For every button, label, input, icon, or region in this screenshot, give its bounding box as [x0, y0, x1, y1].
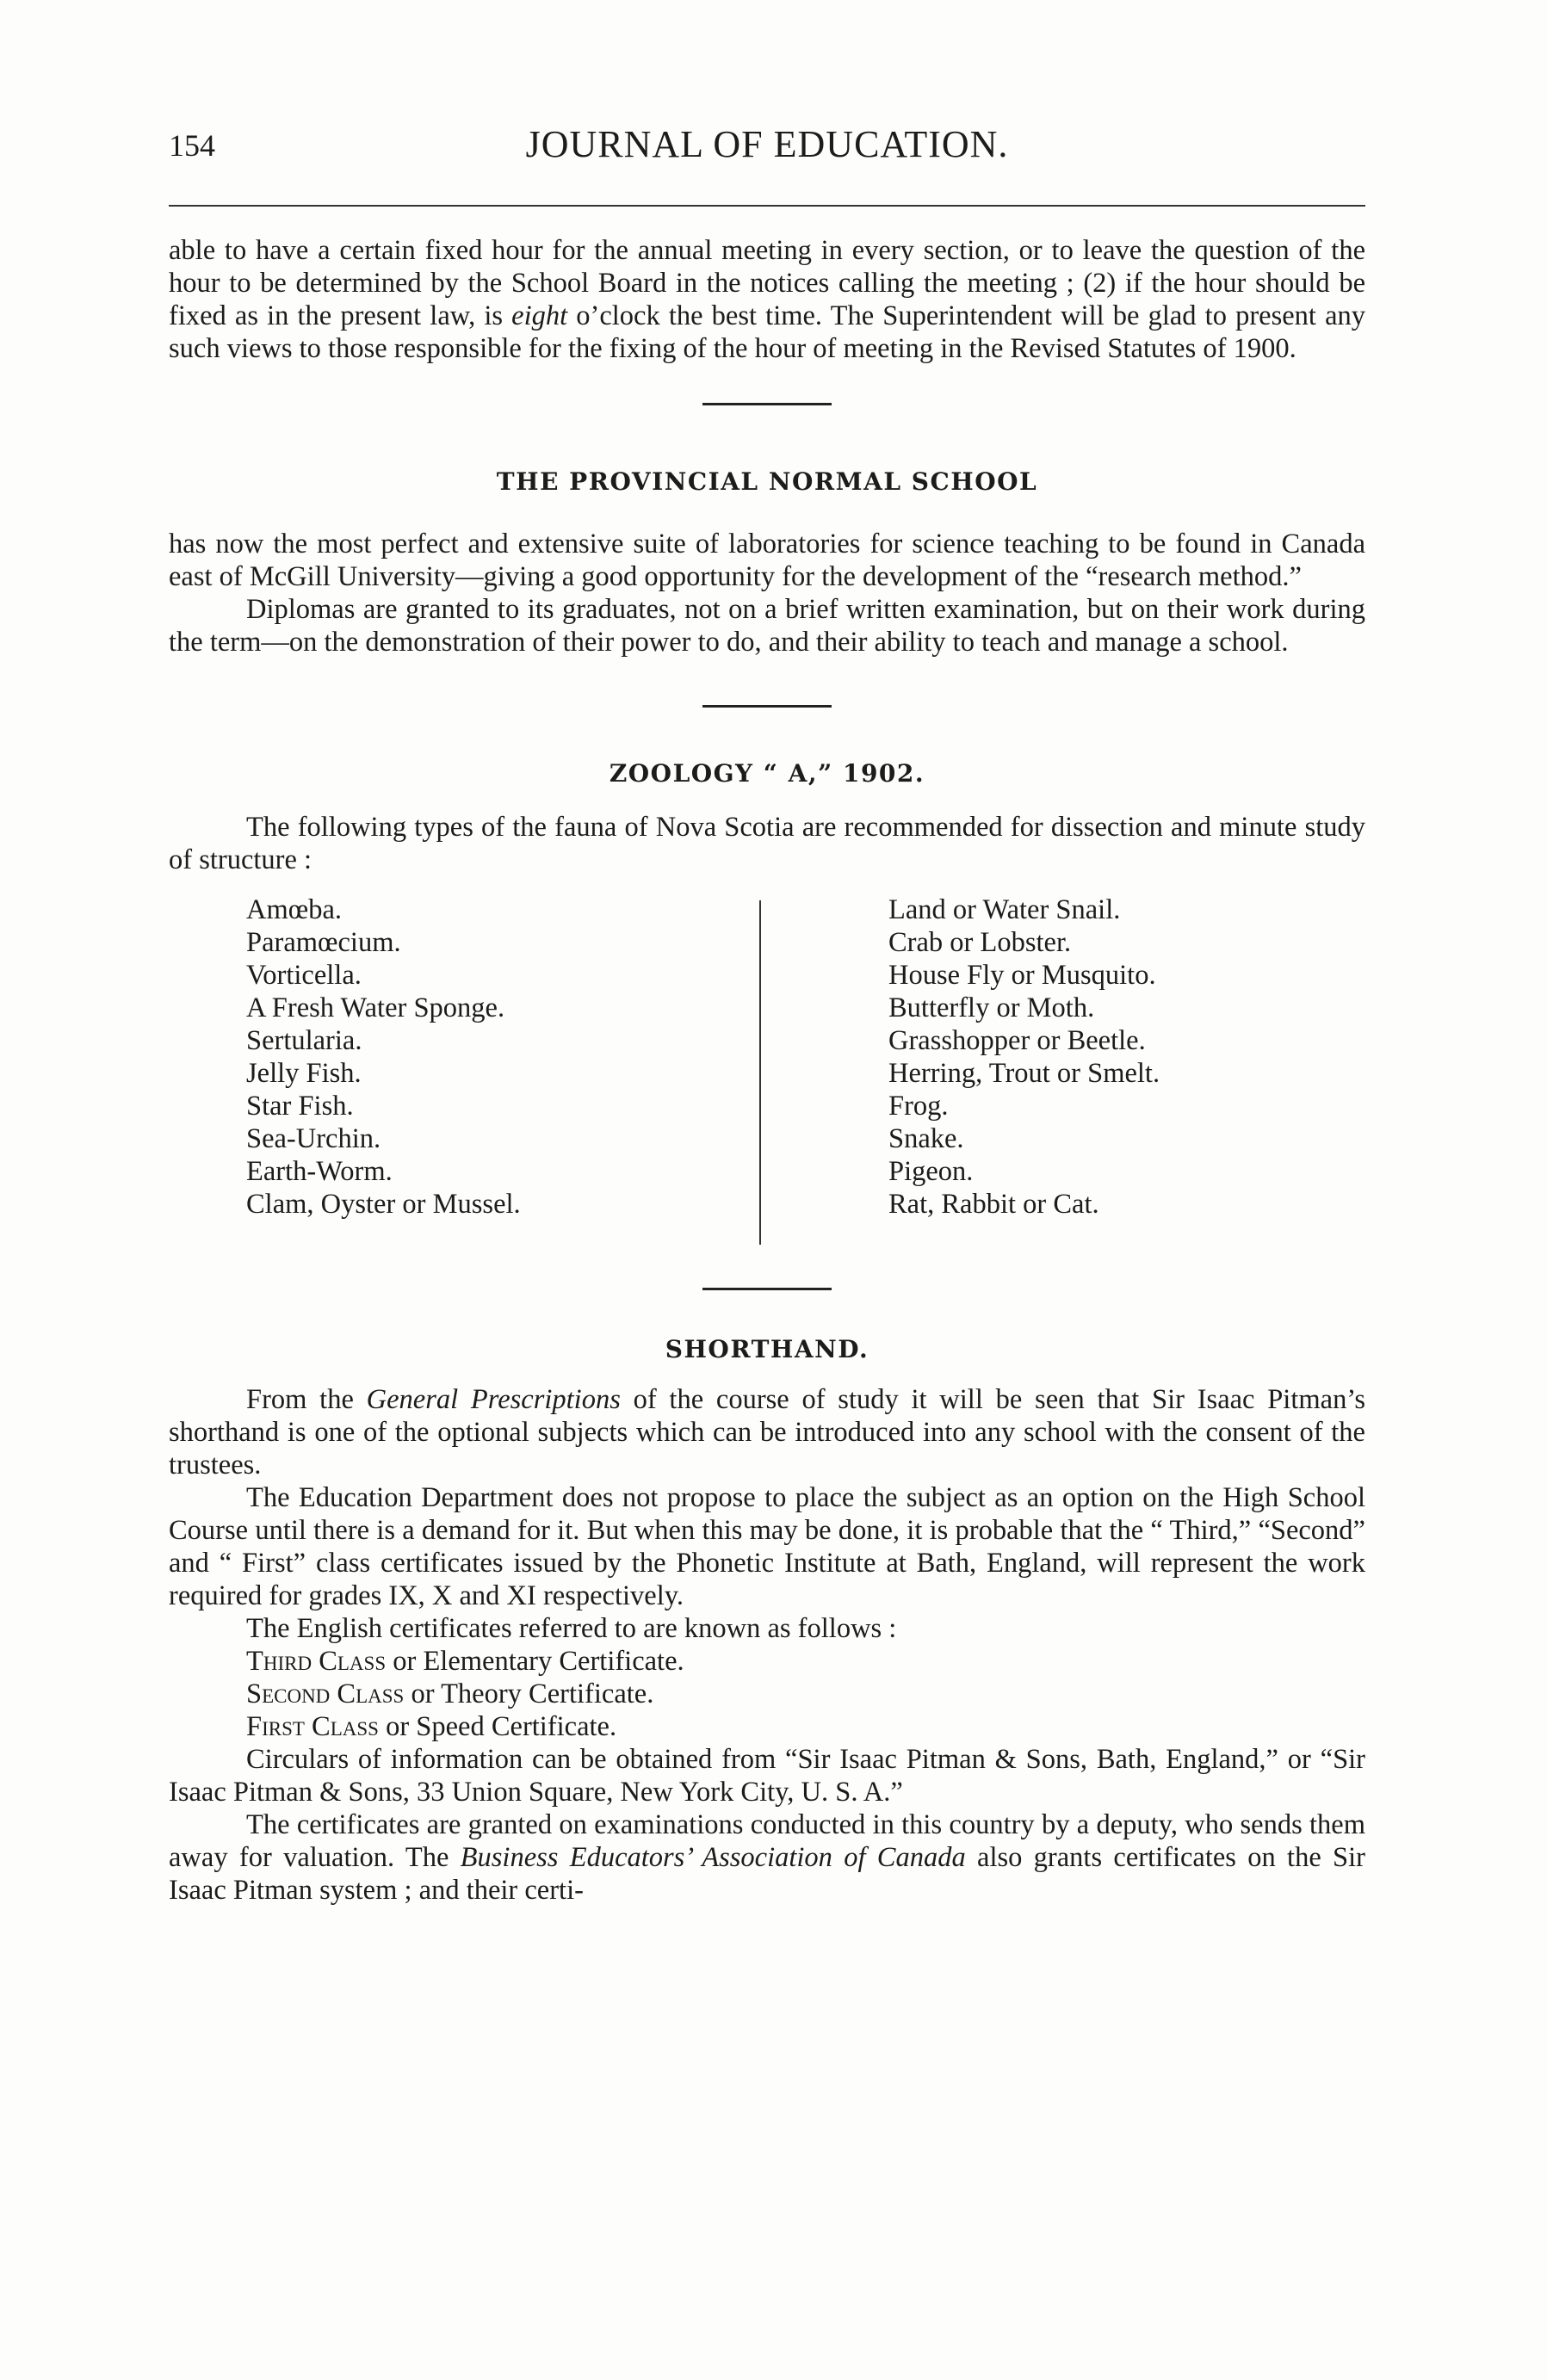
intro-paragraph: able to have a certain fixed hour for the annual meeting in every section, or to leave the question of the hour to be determined by the School Board in the notices calling the meeting ; (2) if the hour should be fixed as in the present law, is eight o’clock the best time. The Superintendent will be glad to present any such views to those responsible for the fixing of the hour of meeting in the Revised Statutes of 1900.: [169, 235, 1365, 364]
species-item: Clam, Oyster or Mussel.: [246, 1189, 521, 1220]
species-item: Butterfly or Moth.: [888, 992, 1095, 1023]
journal-title: JOURNAL OF EDUCATION.: [525, 123, 1009, 165]
shorthand-paragraph-2: The Education Department does not propose to place the subject as an option on the High School Course until there is a demand for it. But when this may be done, it is probable that the “ Third,” “Second” and “ First” class certificates issued by the Phonetic Institute at Bath, England, will represent the work required for grades IX, X and XI respectively.: [169, 1482, 1365, 1611]
species-item: Frog.: [888, 1091, 949, 1122]
species-item: Star Fish.: [246, 1091, 354, 1122]
species-item: Herring, Trout or Smelt.: [888, 1058, 1160, 1089]
article-body: [169, 181, 1365, 1907]
shorthand-paragraph-5: The certificates are granted on examinations conducted in this country by a deputy, who sends them away for valuation. The Business Educators’ Association of Canada also grants certificates on the Sir Isaac Pitman system ; and their certi-: [169, 1809, 1365, 1906]
species-item: Vorticella.: [246, 960, 362, 991]
page-content: [169, 121, 1365, 1907]
species-item: Earth-Worm.: [246, 1156, 393, 1187]
column-divider: [759, 900, 761, 1245]
species-item: Amœba.: [246, 894, 343, 925]
species-item: Sertularia.: [246, 1025, 362, 1056]
header-rule: [169, 205, 1365, 207]
species-item: House Fly or Musquito.: [888, 960, 1156, 991]
species-item: Crab or Lobster.: [888, 927, 1072, 958]
species-item: A Fresh Water Sponge.: [246, 992, 505, 1023]
shorthand-paragraph-3: The English certificates referred to are known as follows :: [246, 1613, 897, 1644]
species-item: Land or Water Snail.: [888, 894, 1121, 925]
species-item: Paramœcium.: [246, 927, 401, 958]
normal-school-paragraph-1: has now the most perfect and extensive suite of laboratories for science teaching to be found in Canada east of McGill University—giving a good opportunity for the development of the “research method.”: [169, 529, 1365, 592]
zoology-heading: ZOOLOGY “ A,” 1902.: [609, 759, 925, 788]
shorthand-paragraph-4: Circulars of information can be obtained from “Sir Isaac Pitman & Sons, Bath, England,” or “Sir Isaac Pitman & Sons, 33 Union Square, New York City, U. S. A.”: [169, 1744, 1365, 1808]
certificate-second: Second Class or Theory Certificate.: [246, 1678, 654, 1709]
normal-school-paragraph-2: Diplomas are granted to its graduates, not on a brief written examination, but on their work during the term—on the demonstration of their power to do, and their ability to teach and manage a school.: [169, 594, 1365, 658]
certificate-first: First Class or Speed Certificate.: [246, 1711, 617, 1742]
species-item: Sea-Urchin.: [246, 1123, 381, 1154]
species-item: Rat, Rabbit or Cat.: [888, 1189, 1099, 1220]
species-list: [169, 893, 1365, 1245]
species-item: Jelly Fish.: [246, 1058, 362, 1089]
zoology-intro: The following types of the fauna of Nova Scotia are recommended for dissection and minute study of structure :: [169, 812, 1365, 875]
shorthand-heading: SHORTHAND.: [665, 1335, 869, 1363]
species-right-column: [888, 893, 1160, 1221]
normal-school-heading: THE PROVINCIAL NORMAL SCHOOL: [496, 467, 1038, 496]
species-left-column: [246, 893, 521, 1221]
page-header: [169, 121, 1365, 181]
certificate-third: Third Class or Elementary Certificate.: [246, 1646, 684, 1677]
species-item: Snake.: [888, 1123, 964, 1154]
species-item: Grasshopper or Beetle.: [888, 1025, 1146, 1056]
shorthand-paragraph-1: From the General Prescriptions of the course of study it will be seen that Sir Isaac Pitman’s shorthand is one of the optional subjects which can be introduced into any school with the consent of the trustees.: [169, 1384, 1365, 1481]
page-number: 154: [169, 128, 215, 163]
species-item: Pigeon.: [888, 1156, 974, 1187]
